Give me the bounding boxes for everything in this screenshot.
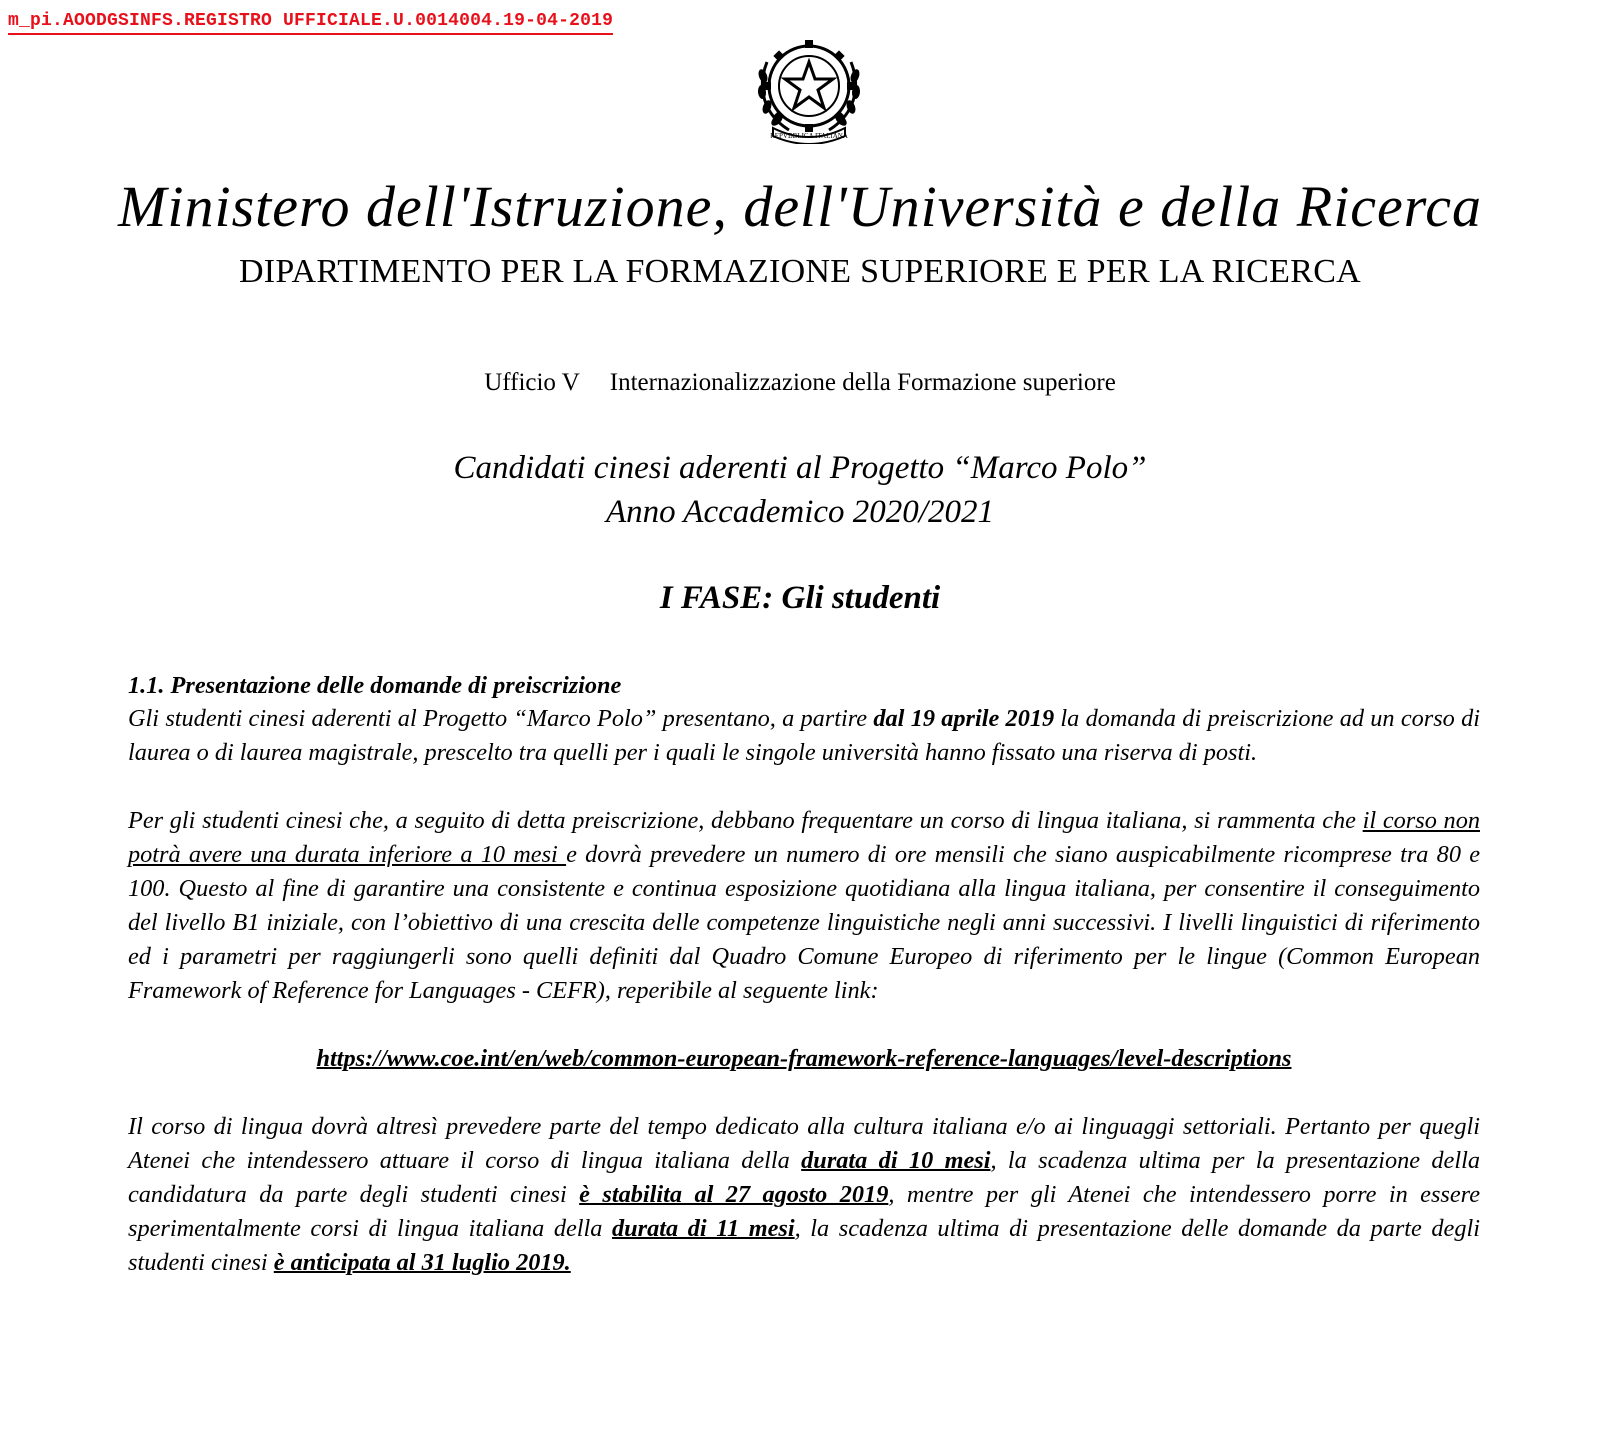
department-title: DIPARTIMENTO PER LA FORMAZIONE SUPERIORE E PER LA RICERCA xyxy=(238,253,1362,290)
document-subject xyxy=(0,446,1600,534)
section-content xyxy=(128,670,1480,1280)
emblem-of-italy-icon xyxy=(747,32,871,144)
paragraph-2 xyxy=(128,804,1480,1008)
p2-text-c: e dovrà prevedere un numero di ore mensili che siano auspicabilmente ricomprese tra 80 e 100. Questo al fine di garantire una consistente e continua esposizione quotidiana alla lingua italiana, per consentire il conseguimento del livello B1 iniziale, con l’obiettivo di una crescita delle competenze linguistiche negli anni successivi. I livelli linguistici di riferimento ed i parametri per raggiungerli sono quelli definiti dal Quadro Comune Europeo di riferimento per le lingue (Common European Framework of Reference for Languages - CEFR), reperibile al seguente link: xyxy=(128,841,1480,1004)
office-name: Internazionalizzazione della Formazione superiore xyxy=(609,369,1116,396)
p3-text-a: Il corso di lingua dovrà altresì prevedere parte del tempo dedicato alla cultura italiana e/o ai linguaggi settoriali. Pertanto per quegli Atenei che intendessero attuare il corso di lingua italiana della xyxy=(128,1113,1480,1174)
p2-text-a: Per gli studenti cinesi che, a seguito di detta preiscrizione, debbano frequentare un corso di lingua italiana, si rammenta che xyxy=(128,807,1363,834)
p2-underlined: il corso non potrà avere una durata inferiore a 10 mesi xyxy=(128,807,1480,868)
link-line xyxy=(128,1042,1480,1076)
phase-title: I FASE: Gli studenti xyxy=(659,580,941,616)
p1-text-a: Gli studenti cinesi aderenti al Progetto “Marco Polo” presentano, a partire xyxy=(128,705,874,732)
subject-line-2: Anno Accademico 2020/2021 xyxy=(606,494,994,530)
p3-duration-11: durata di 11 mesi xyxy=(611,1215,795,1242)
p3-deadline-31-jul: è anticipata al 31 luglio 2019. xyxy=(273,1249,571,1276)
paragraph-3 xyxy=(128,1110,1480,1280)
p1-text-c: la domanda di preiscrizione ad un corso di laurea o di laurea magistrale, prescelto tra quelli per i quali le singole università hanno fissato una riserva di posti. xyxy=(128,705,1480,766)
p3-text-g: , la scadenza ultima di presentazione delle domande da parte degli studenti cinesi xyxy=(128,1215,1480,1276)
p3-deadline-27-aug: è stabilita al 27 agosto 2019 xyxy=(579,1181,889,1208)
p1-date-bold: dal 19 aprile 2019 xyxy=(873,705,1055,732)
office-number: Ufficio V xyxy=(484,369,580,396)
ministry-title: Ministero dell'Istruzione, dell'Università e della Ricerca xyxy=(118,174,1482,239)
cefr-link[interactable]: https://www.coe.int/en/web/common-european-framework-reference-languages/level-descriptions xyxy=(316,1045,1292,1072)
protocol-stamp: m_pi.AOODGSINFS.REGISTRO UFFICIALE.U.0014004.19-04-2019 xyxy=(8,10,613,35)
subject-line-1: Candidati cinesi aderenti al Progetto “Marco Polo” xyxy=(453,450,1147,486)
paragraph-1 xyxy=(128,702,1480,770)
emblem-ribbon-text: REPVBBLICA ITALIANA xyxy=(770,132,848,140)
office-line xyxy=(0,368,1600,398)
p3-text-e: , mentre per gli Atenei che intendessero porre in essere sperimentalmente corsi di lingua italiana della xyxy=(128,1181,1480,1242)
p3-duration-10: durata di 10 mesi xyxy=(801,1147,991,1174)
section-heading: 1.1. Presentazione delle domande di preiscrizione xyxy=(128,672,622,699)
p3-text-c: , la scadenza ultima per la presentazione della candidatura da parte degli studenti cinesi xyxy=(128,1147,1480,1208)
